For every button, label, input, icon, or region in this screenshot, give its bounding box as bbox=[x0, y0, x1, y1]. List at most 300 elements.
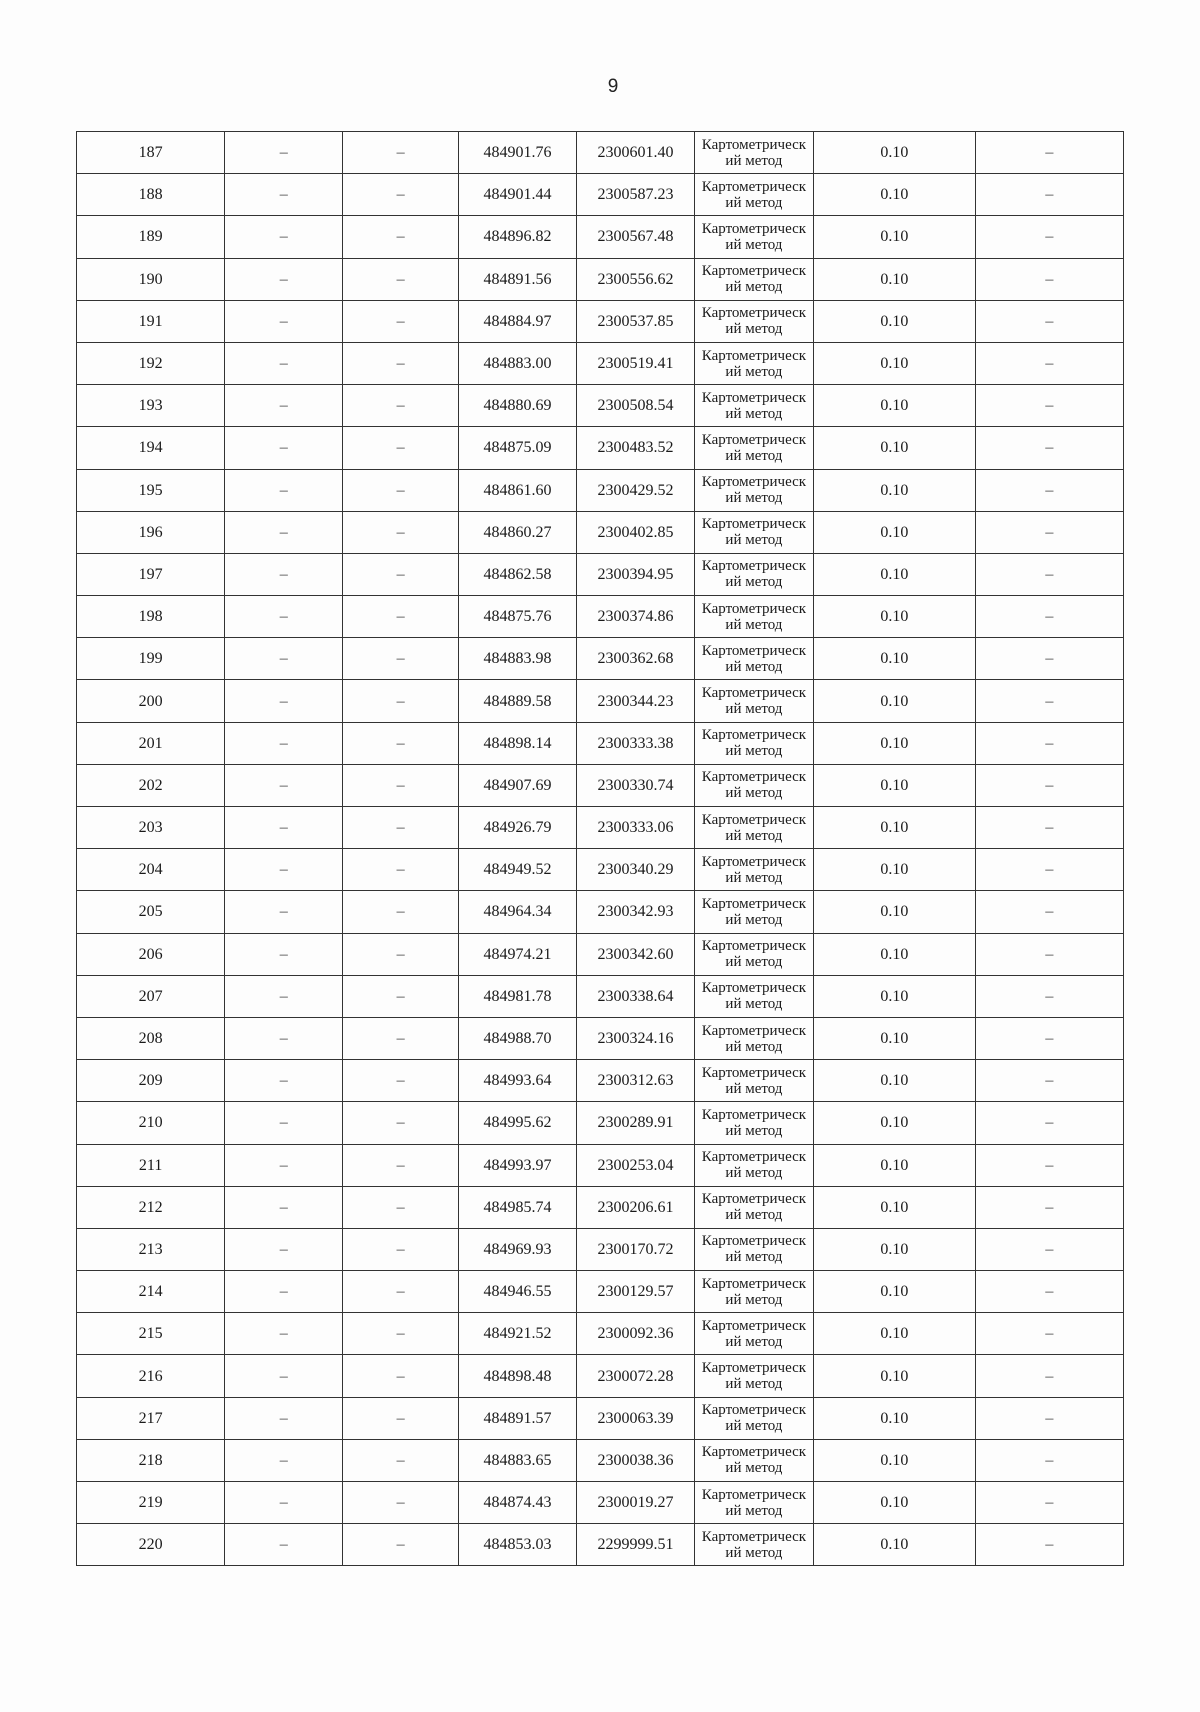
empty-value-cell: – bbox=[975, 1271, 1123, 1313]
method-cell: Картометрическ ий метод bbox=[694, 174, 813, 216]
method-cell: Картометрическ ий метод bbox=[694, 1228, 813, 1270]
point-number-cell: 200 bbox=[77, 680, 225, 722]
method-cell: Картометрическ ий метод bbox=[694, 427, 813, 469]
x-coordinate-cell: 484946.55 bbox=[459, 1271, 577, 1313]
empty-value-cell: – bbox=[225, 1482, 343, 1524]
empty-value-cell: – bbox=[975, 1228, 1123, 1270]
point-number-cell: 196 bbox=[77, 511, 225, 553]
y-coordinate-cell: 2300072.28 bbox=[576, 1355, 694, 1397]
empty-value-cell: – bbox=[343, 1355, 459, 1397]
accuracy-cell: 0.10 bbox=[813, 1355, 975, 1397]
empty-value-cell: – bbox=[343, 1017, 459, 1059]
coordinates-table bbox=[76, 131, 1124, 1566]
table-row bbox=[77, 1144, 1124, 1186]
table-row bbox=[77, 385, 1124, 427]
empty-value-cell: – bbox=[975, 427, 1123, 469]
method-cell: Картометрическ ий метод bbox=[694, 469, 813, 511]
table-row bbox=[77, 1439, 1124, 1481]
x-coordinate-cell: 484880.69 bbox=[459, 385, 577, 427]
accuracy-cell: 0.10 bbox=[813, 1482, 975, 1524]
point-number-cell: 206 bbox=[77, 933, 225, 975]
empty-value-cell: – bbox=[343, 342, 459, 384]
point-number-cell: 214 bbox=[77, 1271, 225, 1313]
empty-value-cell: – bbox=[343, 300, 459, 342]
table-row bbox=[77, 1271, 1124, 1313]
empty-value-cell: – bbox=[975, 1102, 1123, 1144]
empty-value-cell: – bbox=[225, 1439, 343, 1481]
x-coordinate-cell: 484889.58 bbox=[459, 680, 577, 722]
accuracy-cell: 0.10 bbox=[813, 132, 975, 174]
empty-value-cell: – bbox=[225, 342, 343, 384]
empty-value-cell: – bbox=[343, 385, 459, 427]
accuracy-cell: 0.10 bbox=[813, 849, 975, 891]
x-coordinate-cell: 484884.97 bbox=[459, 300, 577, 342]
accuracy-cell: 0.10 bbox=[813, 385, 975, 427]
method-cell: Картометрическ ий метод bbox=[694, 1186, 813, 1228]
y-coordinate-cell: 2300342.93 bbox=[576, 891, 694, 933]
point-number-cell: 187 bbox=[77, 132, 225, 174]
empty-value-cell: – bbox=[343, 1060, 459, 1102]
table-row bbox=[77, 132, 1124, 174]
y-coordinate-cell: 2300394.95 bbox=[576, 553, 694, 595]
y-coordinate-cell: 2300567.48 bbox=[576, 216, 694, 258]
empty-value-cell: – bbox=[975, 933, 1123, 975]
y-coordinate-cell: 2300374.86 bbox=[576, 596, 694, 638]
empty-value-cell: – bbox=[975, 300, 1123, 342]
point-number-cell: 193 bbox=[77, 385, 225, 427]
method-cell: Картометрическ ий метод bbox=[694, 342, 813, 384]
y-coordinate-cell: 2300344.23 bbox=[576, 680, 694, 722]
y-coordinate-cell: 2300483.52 bbox=[576, 427, 694, 469]
point-number-cell: 219 bbox=[77, 1482, 225, 1524]
empty-value-cell: – bbox=[225, 891, 343, 933]
method-cell: Картометрическ ий метод bbox=[694, 385, 813, 427]
x-coordinate-cell: 484995.62 bbox=[459, 1102, 577, 1144]
table-row bbox=[77, 891, 1124, 933]
empty-value-cell: – bbox=[975, 174, 1123, 216]
y-coordinate-cell: 2300362.68 bbox=[576, 638, 694, 680]
table-row bbox=[77, 849, 1124, 891]
y-coordinate-cell: 2300340.29 bbox=[576, 849, 694, 891]
x-coordinate-cell: 484896.82 bbox=[459, 216, 577, 258]
x-coordinate-cell: 484974.21 bbox=[459, 933, 577, 975]
y-coordinate-cell: 2300601.40 bbox=[576, 132, 694, 174]
empty-value-cell: – bbox=[225, 1228, 343, 1270]
empty-value-cell: – bbox=[343, 807, 459, 849]
accuracy-cell: 0.10 bbox=[813, 1228, 975, 1270]
point-number-cell: 205 bbox=[77, 891, 225, 933]
method-cell: Картометрическ ий метод bbox=[694, 764, 813, 806]
empty-value-cell: – bbox=[225, 849, 343, 891]
table-row bbox=[77, 1355, 1124, 1397]
empty-value-cell: – bbox=[343, 1482, 459, 1524]
method-cell: Картометрическ ий метод bbox=[694, 258, 813, 300]
method-cell: Картометрическ ий метод bbox=[694, 722, 813, 764]
point-number-cell: 217 bbox=[77, 1397, 225, 1439]
point-number-cell: 208 bbox=[77, 1017, 225, 1059]
table-row bbox=[77, 300, 1124, 342]
empty-value-cell: – bbox=[343, 258, 459, 300]
point-number-cell: 202 bbox=[77, 764, 225, 806]
accuracy-cell: 0.10 bbox=[813, 216, 975, 258]
empty-value-cell: – bbox=[975, 385, 1123, 427]
method-cell: Картометрическ ий метод bbox=[694, 553, 813, 595]
point-number-cell: 220 bbox=[77, 1524, 225, 1566]
x-coordinate-cell: 484969.93 bbox=[459, 1228, 577, 1270]
x-coordinate-cell: 484875.76 bbox=[459, 596, 577, 638]
accuracy-cell: 0.10 bbox=[813, 1102, 975, 1144]
empty-value-cell: – bbox=[225, 427, 343, 469]
y-coordinate-cell: 2300019.27 bbox=[576, 1482, 694, 1524]
method-cell: Картометрическ ий метод bbox=[694, 1313, 813, 1355]
page-number: 9 bbox=[607, 76, 619, 97]
table-row bbox=[77, 174, 1124, 216]
table-row bbox=[77, 1313, 1124, 1355]
table-row bbox=[77, 1017, 1124, 1059]
empty-value-cell: – bbox=[975, 469, 1123, 511]
method-cell: Картометрическ ий метод bbox=[694, 638, 813, 680]
y-coordinate-cell: 2300092.36 bbox=[576, 1313, 694, 1355]
accuracy-cell: 0.10 bbox=[813, 764, 975, 806]
x-coordinate-cell: 484901.44 bbox=[459, 174, 577, 216]
table-row bbox=[77, 680, 1124, 722]
method-cell: Картометрическ ий метод bbox=[694, 132, 813, 174]
empty-value-cell: – bbox=[975, 1482, 1123, 1524]
empty-value-cell: – bbox=[225, 1017, 343, 1059]
x-coordinate-cell: 484862.58 bbox=[459, 553, 577, 595]
empty-value-cell: – bbox=[225, 1102, 343, 1144]
y-coordinate-cell: 2300330.74 bbox=[576, 764, 694, 806]
empty-value-cell: – bbox=[343, 975, 459, 1017]
empty-value-cell: – bbox=[225, 1313, 343, 1355]
method-cell: Картометрическ ий метод bbox=[694, 1397, 813, 1439]
point-number-cell: 212 bbox=[77, 1186, 225, 1228]
table-row bbox=[77, 1060, 1124, 1102]
empty-value-cell: – bbox=[225, 1186, 343, 1228]
empty-value-cell: – bbox=[225, 764, 343, 806]
empty-value-cell: – bbox=[343, 722, 459, 764]
point-number-cell: 194 bbox=[77, 427, 225, 469]
empty-value-cell: – bbox=[343, 596, 459, 638]
empty-value-cell: – bbox=[225, 216, 343, 258]
accuracy-cell: 0.10 bbox=[813, 1397, 975, 1439]
point-number-cell: 207 bbox=[77, 975, 225, 1017]
method-cell: Картометрическ ий метод bbox=[694, 1524, 813, 1566]
empty-value-cell: – bbox=[343, 1271, 459, 1313]
empty-value-cell: – bbox=[343, 933, 459, 975]
accuracy-cell: 0.10 bbox=[813, 300, 975, 342]
method-cell: Картометрическ ий метод bbox=[694, 1271, 813, 1313]
empty-value-cell: – bbox=[225, 258, 343, 300]
empty-value-cell: – bbox=[975, 764, 1123, 806]
point-number-cell: 199 bbox=[77, 638, 225, 680]
accuracy-cell: 0.10 bbox=[813, 807, 975, 849]
point-number-cell: 204 bbox=[77, 849, 225, 891]
table-row bbox=[77, 807, 1124, 849]
method-cell: Картометрическ ий метод bbox=[694, 680, 813, 722]
empty-value-cell: – bbox=[975, 680, 1123, 722]
point-number-cell: 213 bbox=[77, 1228, 225, 1270]
empty-value-cell: – bbox=[343, 511, 459, 553]
empty-value-cell: – bbox=[225, 807, 343, 849]
point-number-cell: 191 bbox=[77, 300, 225, 342]
y-coordinate-cell: 2300556.62 bbox=[576, 258, 694, 300]
y-coordinate-cell: 2300587.23 bbox=[576, 174, 694, 216]
x-coordinate-cell: 484993.97 bbox=[459, 1144, 577, 1186]
empty-value-cell: – bbox=[225, 638, 343, 680]
x-coordinate-cell: 484853.03 bbox=[459, 1524, 577, 1566]
empty-value-cell: – bbox=[343, 1228, 459, 1270]
point-number-cell: 189 bbox=[77, 216, 225, 258]
table-row bbox=[77, 764, 1124, 806]
empty-value-cell: – bbox=[225, 680, 343, 722]
empty-value-cell: – bbox=[343, 469, 459, 511]
accuracy-cell: 0.10 bbox=[813, 1186, 975, 1228]
accuracy-cell: 0.10 bbox=[813, 933, 975, 975]
accuracy-cell: 0.10 bbox=[813, 680, 975, 722]
accuracy-cell: 0.10 bbox=[813, 596, 975, 638]
table-row bbox=[77, 258, 1124, 300]
point-number-cell: 203 bbox=[77, 807, 225, 849]
x-coordinate-cell: 484861.60 bbox=[459, 469, 577, 511]
x-coordinate-cell: 484875.09 bbox=[459, 427, 577, 469]
accuracy-cell: 0.10 bbox=[813, 469, 975, 511]
empty-value-cell: – bbox=[975, 849, 1123, 891]
empty-value-cell: – bbox=[975, 1060, 1123, 1102]
table-row bbox=[77, 975, 1124, 1017]
y-coordinate-cell: 2300129.57 bbox=[576, 1271, 694, 1313]
empty-value-cell: – bbox=[975, 511, 1123, 553]
empty-value-cell: – bbox=[225, 975, 343, 1017]
table-row bbox=[77, 553, 1124, 595]
method-cell: Картометрическ ий метод bbox=[694, 1482, 813, 1524]
method-cell: Картометрическ ий метод bbox=[694, 891, 813, 933]
y-coordinate-cell: 2300537.85 bbox=[576, 300, 694, 342]
y-coordinate-cell: 2300312.63 bbox=[576, 1060, 694, 1102]
point-number-cell: 215 bbox=[77, 1313, 225, 1355]
y-coordinate-cell: 2300429.52 bbox=[576, 469, 694, 511]
point-number-cell: 195 bbox=[77, 469, 225, 511]
accuracy-cell: 0.10 bbox=[813, 1313, 975, 1355]
method-cell: Картометрическ ий метод bbox=[694, 300, 813, 342]
method-cell: Картометрическ ий метод bbox=[694, 1017, 813, 1059]
point-number-cell: 218 bbox=[77, 1439, 225, 1481]
table-row bbox=[77, 427, 1124, 469]
empty-value-cell: – bbox=[225, 1524, 343, 1566]
empty-value-cell: – bbox=[225, 596, 343, 638]
empty-value-cell: – bbox=[975, 1355, 1123, 1397]
empty-value-cell: – bbox=[225, 1271, 343, 1313]
empty-value-cell: – bbox=[225, 132, 343, 174]
accuracy-cell: 0.10 bbox=[813, 342, 975, 384]
empty-value-cell: – bbox=[225, 933, 343, 975]
table-row bbox=[77, 1524, 1124, 1566]
y-coordinate-cell: 2300342.60 bbox=[576, 933, 694, 975]
method-cell: Картометрическ ий метод bbox=[694, 511, 813, 553]
table-row bbox=[77, 1397, 1124, 1439]
empty-value-cell: – bbox=[343, 174, 459, 216]
empty-value-cell: – bbox=[975, 1439, 1123, 1481]
point-number-cell: 198 bbox=[77, 596, 225, 638]
method-cell: Картометрическ ий метод bbox=[694, 849, 813, 891]
empty-value-cell: – bbox=[975, 722, 1123, 764]
x-coordinate-cell: 484891.56 bbox=[459, 258, 577, 300]
empty-value-cell: – bbox=[225, 722, 343, 764]
table-row bbox=[77, 1482, 1124, 1524]
table-row bbox=[77, 1228, 1124, 1270]
y-coordinate-cell: 2300063.39 bbox=[576, 1397, 694, 1439]
accuracy-cell: 0.10 bbox=[813, 1144, 975, 1186]
accuracy-cell: 0.10 bbox=[813, 1060, 975, 1102]
x-coordinate-cell: 484926.79 bbox=[459, 807, 577, 849]
empty-value-cell: – bbox=[975, 132, 1123, 174]
empty-value-cell: – bbox=[225, 469, 343, 511]
accuracy-cell: 0.10 bbox=[813, 638, 975, 680]
empty-value-cell: – bbox=[343, 1102, 459, 1144]
y-coordinate-cell: 2300519.41 bbox=[576, 342, 694, 384]
method-cell: Картометрическ ий метод bbox=[694, 1102, 813, 1144]
empty-value-cell: – bbox=[343, 1313, 459, 1355]
empty-value-cell: – bbox=[225, 511, 343, 553]
x-coordinate-cell: 484874.43 bbox=[459, 1482, 577, 1524]
empty-value-cell: – bbox=[975, 1524, 1123, 1566]
method-cell: Картометрическ ий метод bbox=[694, 596, 813, 638]
accuracy-cell: 0.10 bbox=[813, 722, 975, 764]
point-number-cell: 188 bbox=[77, 174, 225, 216]
point-number-cell: 201 bbox=[77, 722, 225, 764]
accuracy-cell: 0.10 bbox=[813, 1017, 975, 1059]
table-row bbox=[77, 342, 1124, 384]
coordinates-table-body bbox=[77, 132, 1124, 1566]
x-coordinate-cell: 484981.78 bbox=[459, 975, 577, 1017]
empty-value-cell: – bbox=[975, 891, 1123, 933]
accuracy-cell: 0.10 bbox=[813, 891, 975, 933]
table-row bbox=[77, 216, 1124, 258]
table-row bbox=[77, 638, 1124, 680]
point-number-cell: 210 bbox=[77, 1102, 225, 1144]
x-coordinate-cell: 484907.69 bbox=[459, 764, 577, 806]
x-coordinate-cell: 484985.74 bbox=[459, 1186, 577, 1228]
empty-value-cell: – bbox=[225, 1397, 343, 1439]
empty-value-cell: – bbox=[975, 1397, 1123, 1439]
method-cell: Картометрическ ий метод bbox=[694, 1144, 813, 1186]
point-number-cell: 192 bbox=[77, 342, 225, 384]
empty-value-cell: – bbox=[225, 385, 343, 427]
x-coordinate-cell: 484883.98 bbox=[459, 638, 577, 680]
accuracy-cell: 0.10 bbox=[813, 427, 975, 469]
accuracy-cell: 0.10 bbox=[813, 1439, 975, 1481]
table-row bbox=[77, 722, 1124, 764]
y-coordinate-cell: 2300289.91 bbox=[576, 1102, 694, 1144]
table-row bbox=[77, 596, 1124, 638]
accuracy-cell: 0.10 bbox=[813, 1524, 975, 1566]
method-cell: Картометрическ ий метод bbox=[694, 807, 813, 849]
empty-value-cell: – bbox=[343, 553, 459, 595]
table-row bbox=[77, 1102, 1124, 1144]
empty-value-cell: – bbox=[343, 1186, 459, 1228]
empty-value-cell: – bbox=[225, 174, 343, 216]
point-number-cell: 209 bbox=[77, 1060, 225, 1102]
empty-value-cell: – bbox=[975, 807, 1123, 849]
method-cell: Картометрическ ий метод bbox=[694, 216, 813, 258]
y-coordinate-cell: 2300402.85 bbox=[576, 511, 694, 553]
empty-value-cell: – bbox=[343, 849, 459, 891]
x-coordinate-cell: 484898.14 bbox=[459, 722, 577, 764]
empty-value-cell: – bbox=[343, 764, 459, 806]
x-coordinate-cell: 484921.52 bbox=[459, 1313, 577, 1355]
method-cell: Картометрическ ий метод bbox=[694, 975, 813, 1017]
point-number-cell: 211 bbox=[77, 1144, 225, 1186]
empty-value-cell: – bbox=[225, 1144, 343, 1186]
empty-value-cell: – bbox=[975, 1017, 1123, 1059]
accuracy-cell: 0.10 bbox=[813, 174, 975, 216]
x-coordinate-cell: 484949.52 bbox=[459, 849, 577, 891]
accuracy-cell: 0.10 bbox=[813, 258, 975, 300]
empty-value-cell: – bbox=[343, 1439, 459, 1481]
y-coordinate-cell: 2300508.54 bbox=[576, 385, 694, 427]
method-cell: Картометрическ ий метод bbox=[694, 1355, 813, 1397]
x-coordinate-cell: 484883.65 bbox=[459, 1439, 577, 1481]
table-row bbox=[77, 469, 1124, 511]
empty-value-cell: – bbox=[975, 553, 1123, 595]
x-coordinate-cell: 484901.76 bbox=[459, 132, 577, 174]
y-coordinate-cell: 2300253.04 bbox=[576, 1144, 694, 1186]
empty-value-cell: – bbox=[343, 1144, 459, 1186]
x-coordinate-cell: 484964.34 bbox=[459, 891, 577, 933]
empty-value-cell: – bbox=[343, 216, 459, 258]
empty-value-cell: – bbox=[343, 891, 459, 933]
y-coordinate-cell: 2299999.51 bbox=[576, 1524, 694, 1566]
y-coordinate-cell: 2300206.61 bbox=[576, 1186, 694, 1228]
point-number-cell: 197 bbox=[77, 553, 225, 595]
table-row bbox=[77, 1186, 1124, 1228]
empty-value-cell: – bbox=[343, 1524, 459, 1566]
method-cell: Картометрическ ий метод bbox=[694, 933, 813, 975]
accuracy-cell: 0.10 bbox=[813, 1271, 975, 1313]
empty-value-cell: – bbox=[975, 258, 1123, 300]
x-coordinate-cell: 484993.64 bbox=[459, 1060, 577, 1102]
empty-value-cell: – bbox=[975, 342, 1123, 384]
empty-value-cell: – bbox=[975, 596, 1123, 638]
empty-value-cell: – bbox=[975, 975, 1123, 1017]
accuracy-cell: 0.10 bbox=[813, 975, 975, 1017]
empty-value-cell: – bbox=[225, 300, 343, 342]
y-coordinate-cell: 2300338.64 bbox=[576, 975, 694, 1017]
point-number-cell: 216 bbox=[77, 1355, 225, 1397]
empty-value-cell: – bbox=[975, 1313, 1123, 1355]
empty-value-cell: – bbox=[225, 1060, 343, 1102]
x-coordinate-cell: 484898.48 bbox=[459, 1355, 577, 1397]
y-coordinate-cell: 2300333.06 bbox=[576, 807, 694, 849]
empty-value-cell: – bbox=[343, 1397, 459, 1439]
method-cell: Картометрическ ий метод bbox=[694, 1060, 813, 1102]
empty-value-cell: – bbox=[343, 427, 459, 469]
y-coordinate-cell: 2300324.16 bbox=[576, 1017, 694, 1059]
x-coordinate-cell: 484891.57 bbox=[459, 1397, 577, 1439]
empty-value-cell: – bbox=[975, 1144, 1123, 1186]
y-coordinate-cell: 2300038.36 bbox=[576, 1439, 694, 1481]
table-row bbox=[77, 511, 1124, 553]
point-number-cell: 190 bbox=[77, 258, 225, 300]
x-coordinate-cell: 484860.27 bbox=[459, 511, 577, 553]
empty-value-cell: – bbox=[975, 1186, 1123, 1228]
accuracy-cell: 0.10 bbox=[813, 511, 975, 553]
accuracy-cell: 0.10 bbox=[813, 553, 975, 595]
empty-value-cell: – bbox=[975, 638, 1123, 680]
method-cell: Картометрическ ий метод bbox=[694, 1439, 813, 1481]
y-coordinate-cell: 2300333.38 bbox=[576, 722, 694, 764]
x-coordinate-cell: 484883.00 bbox=[459, 342, 577, 384]
